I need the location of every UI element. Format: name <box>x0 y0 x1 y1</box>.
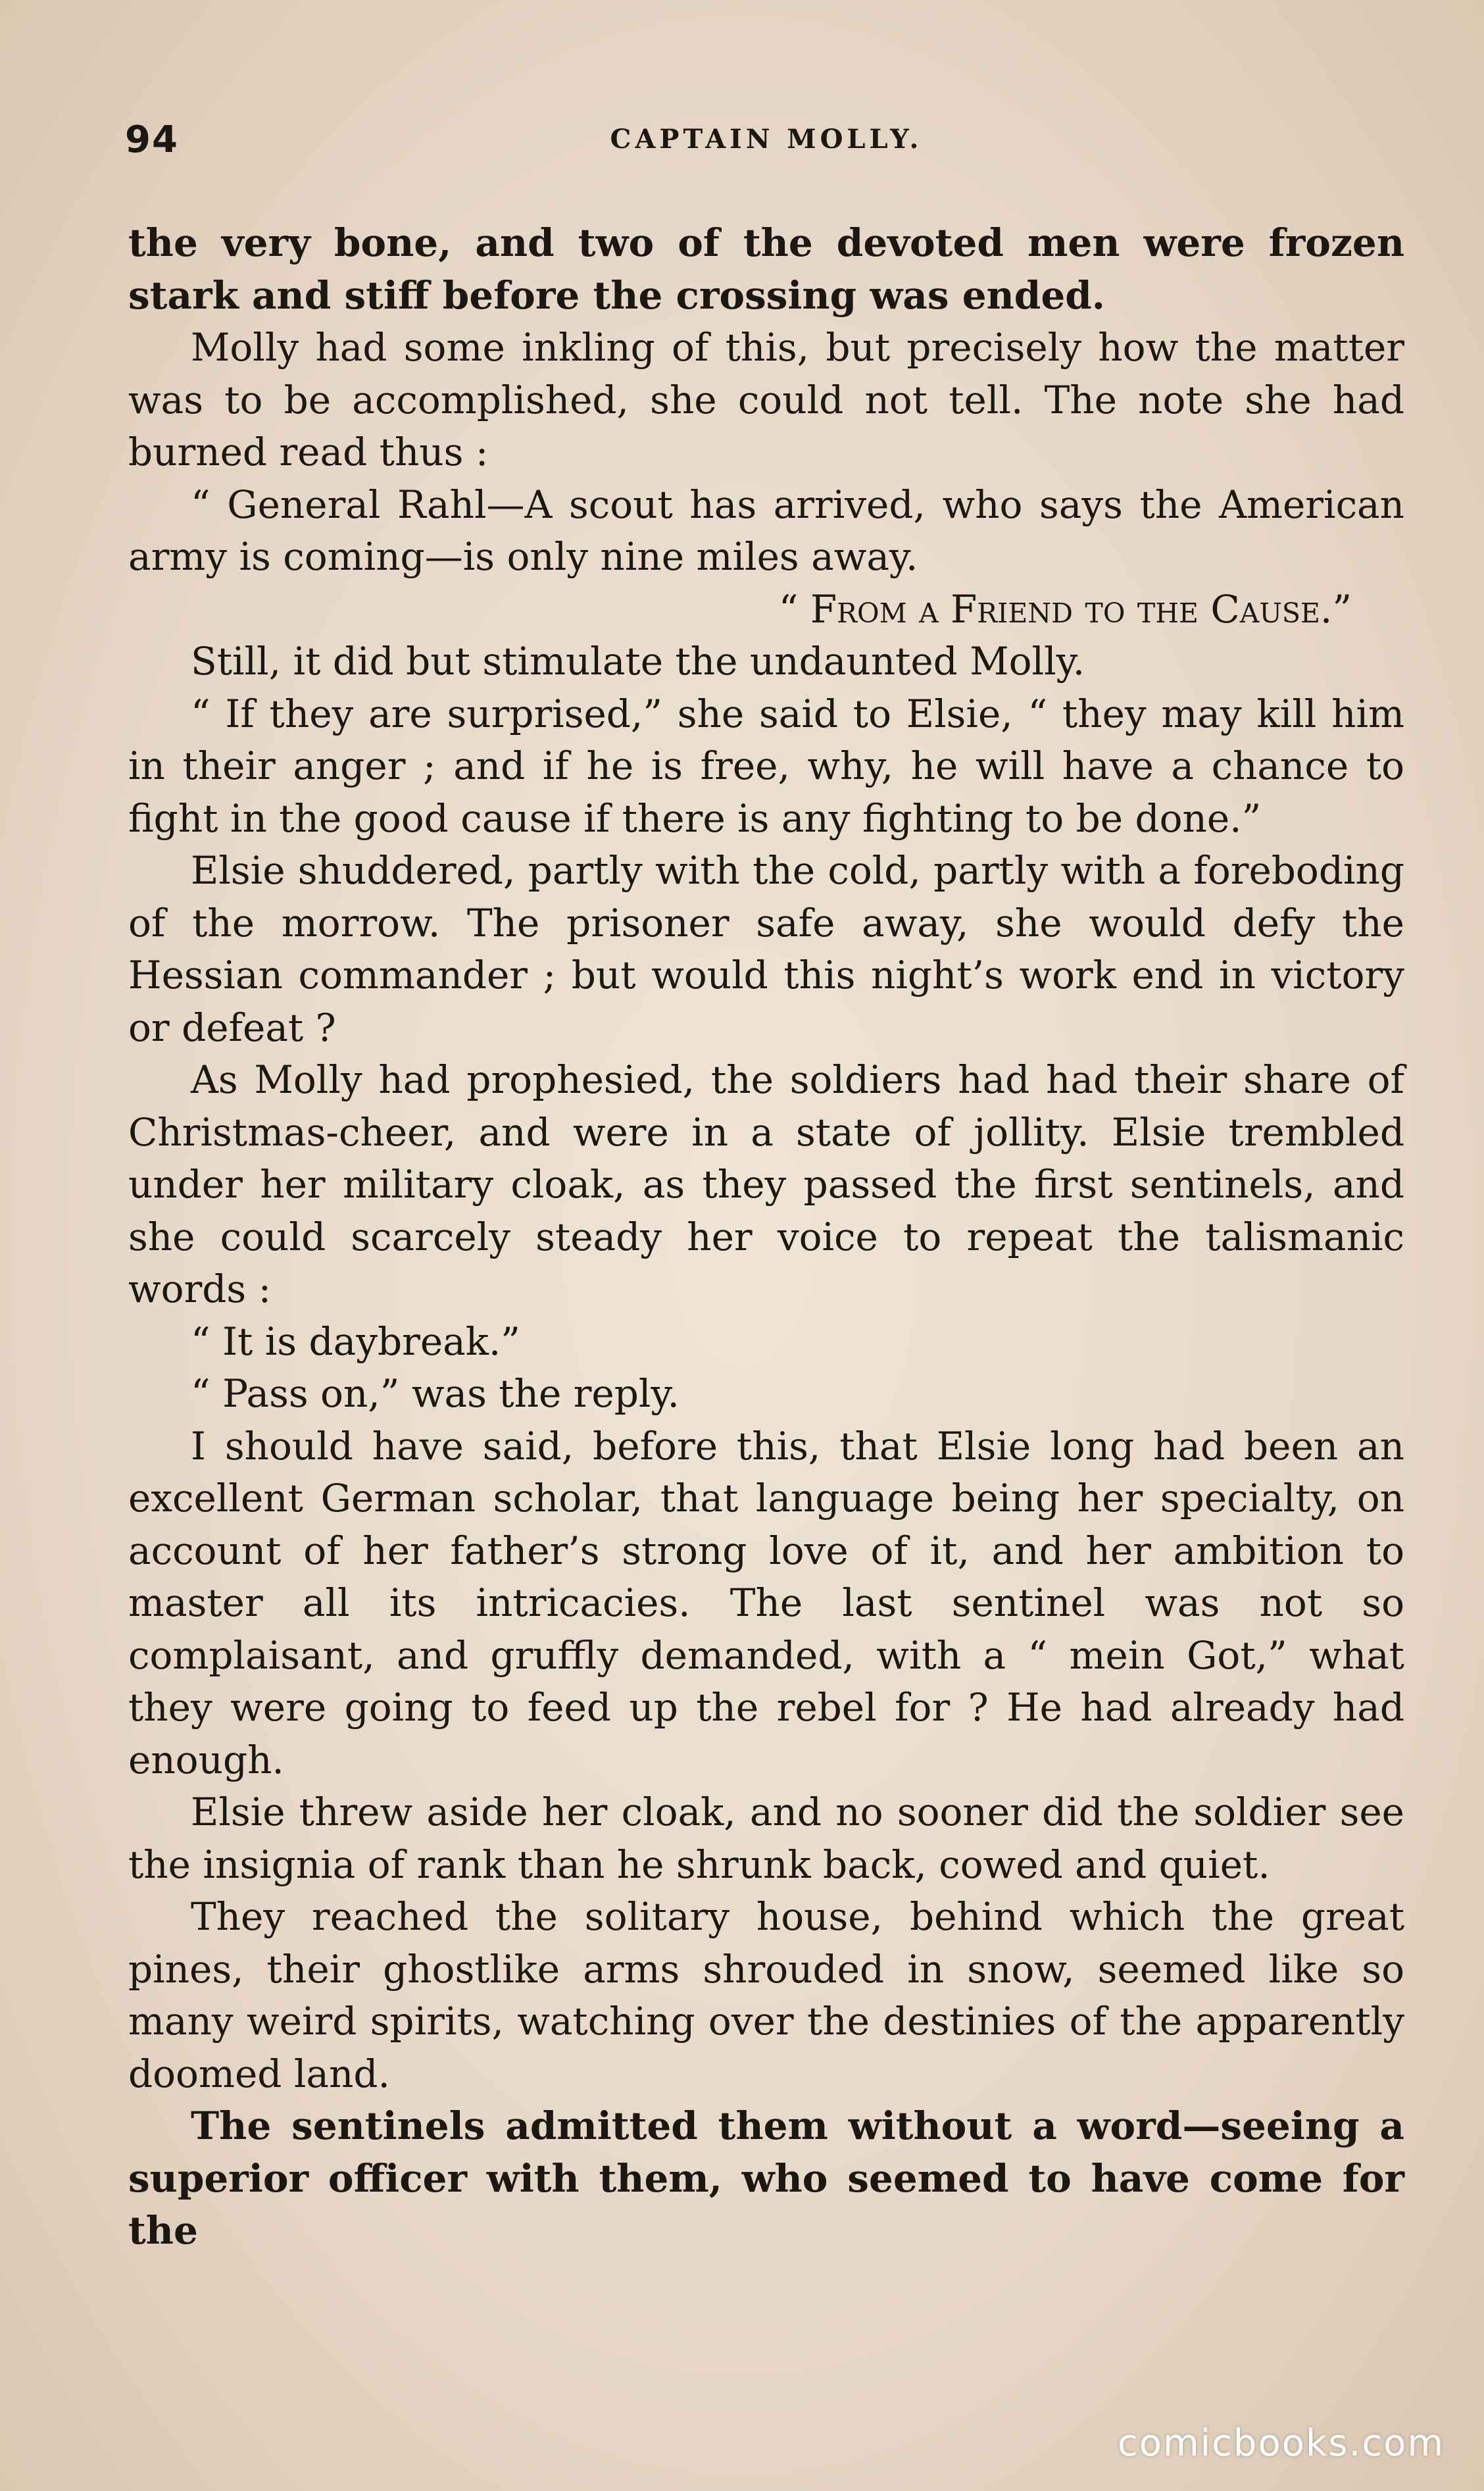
running-title: CAPTAIN MOLLY. <box>610 124 923 155</box>
note-signature: “ From a Friend to the Cause.” <box>778 586 1352 632</box>
paragraph: I should have said, before this, that Elsie long had been an excellent German scholar, that language being her specialty, on account of her father’s strong love of it, and her ambition to master all its intricacies. The last sentinel was not so complaisant, and gruffly demanded, with a “ mein Got,” what they were going to feed up the rebel for ? He had already had enough. <box>128 1423 1404 1782</box>
paragraph-continued: the very bone, and two of the devoted men were frozen stark and stiff before the crossing was ended. <box>128 220 1404 318</box>
paragraph: The sentinels admitted them without a word—seeing a superior officer with them, who seemed to have come for the <box>128 2103 1404 2253</box>
paragraph: “ If they are surprised,” she said to Elsie, “ they may kill him in their anger ; and if he is free, why, he will have a chance to fight in the good cause if there is any fighting to be done.” <box>128 691 1404 841</box>
dialogue-line: “ It is daybreak.” <box>191 1319 520 1364</box>
dialogue-line: “ Pass on,” was the reply. <box>191 1371 680 1416</box>
paragraph: Elsie shuddered, partly with the cold, partly with a foreboding of the morrow. The prisoner safe away, she would defy the Hessian commander ; but would this night’s work end in victory or defeat ? <box>128 848 1404 1050</box>
body-text <box>128 217 1404 2257</box>
paragraph: As Molly had prophesied, the soldiers had had their share of Christmas-cheer, and were in a state of jollity. Elsie trembled under her military cloak, as they passed the first sentinels, and she could scarcely steady her voice to repeat the talismanic words : <box>128 1057 1404 1311</box>
page-number: 94 <box>125 118 179 161</box>
paragraph: Elsie threw aside her cloak, and no sooner did the soldier see the insignia of rank than he shrunk back, cowed and quiet. <box>128 1790 1404 1887</box>
watermark: comicbooks.com <box>1117 2422 1445 2465</box>
paragraph: Molly had some inkling of this, but precisely how the matter was to be accomplished, she could not tell. The note she had burned read thus : <box>128 325 1404 474</box>
paragraph: Still, it did but stimulate the undaunted Molly. <box>191 639 1085 684</box>
note-text: “ General Rahl—A scout has arrived, who says the American army is coming—is only nine miles away. <box>128 482 1404 579</box>
running-head <box>125 118 1408 171</box>
paragraph: They reached the solitary house, behind which the great pines, their ghostlike arms shrouded in snow, seemed like so many weird spirits, watching over the destinies of the apparently doomed land. <box>128 1894 1404 2096</box>
